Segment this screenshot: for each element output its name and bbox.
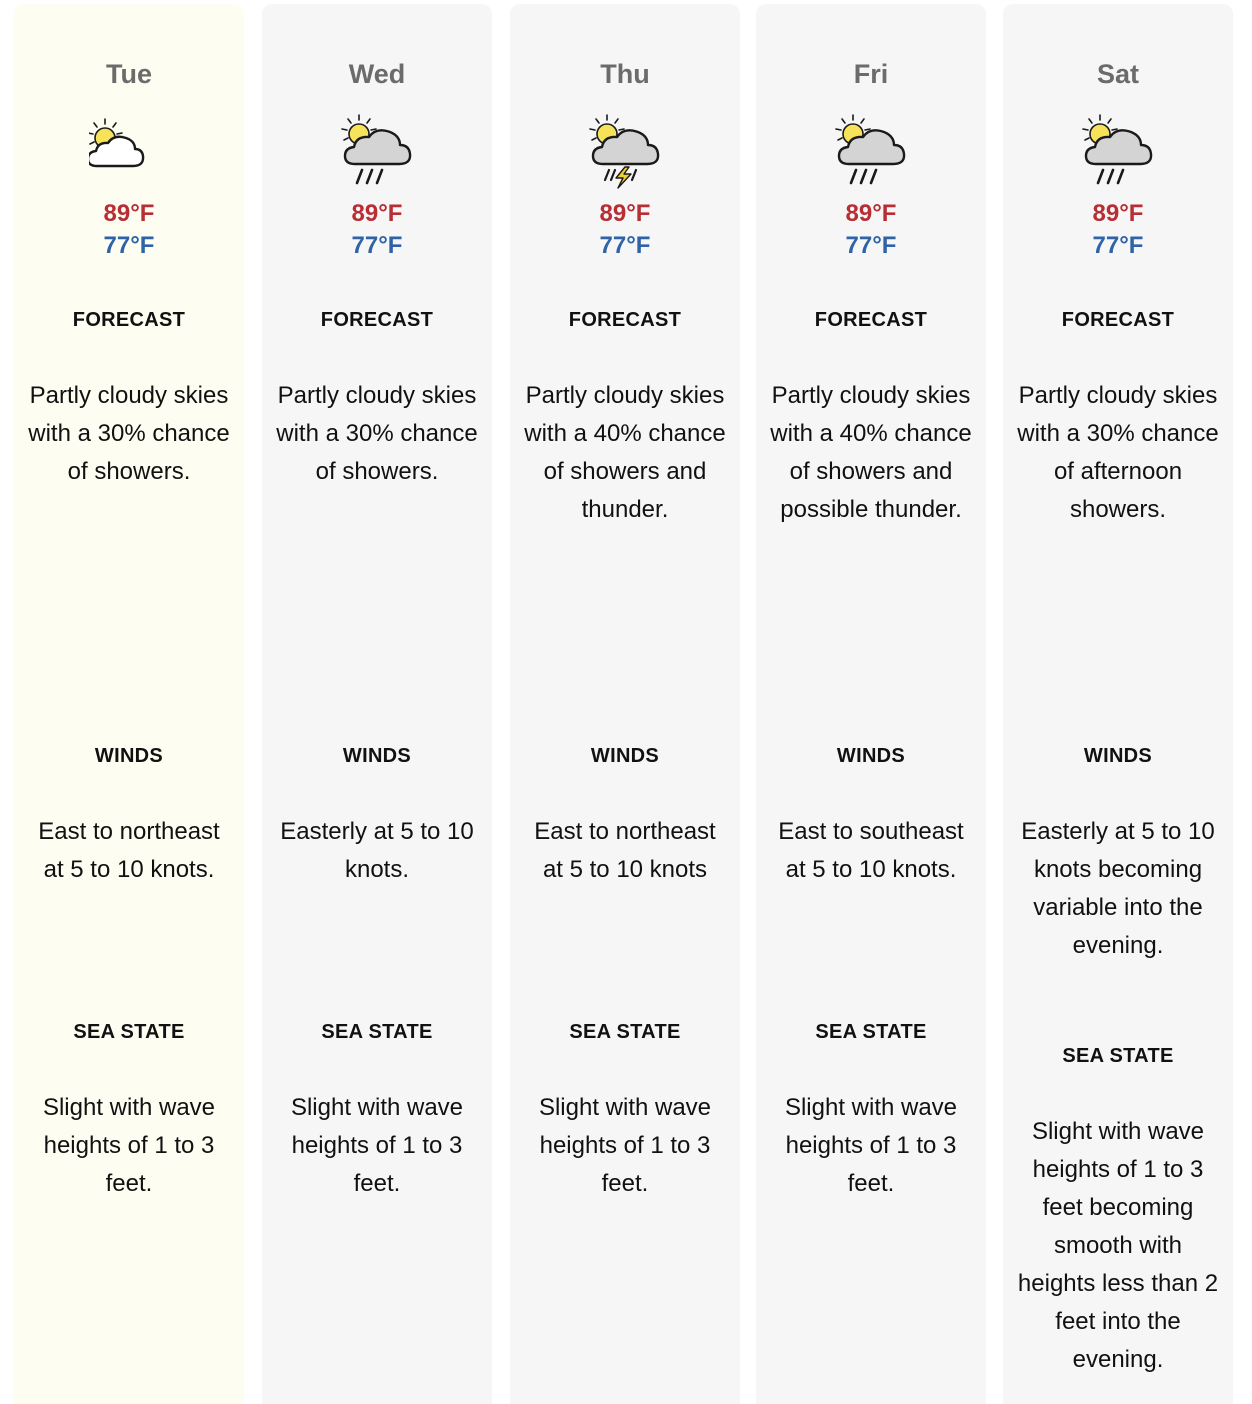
day-card-sat: [1003, 4, 1233, 1404]
day-card-wed: [262, 4, 492, 1404]
winds-heading: WINDS: [590, 745, 660, 767]
sea-state-heading: SEA STATE: [569, 1021, 681, 1043]
forecast-text: Partly cloudy skies with a 30% chance of showers.: [28, 382, 230, 485]
high-temperature: 89°F: [845, 200, 897, 227]
day-name: Sat: [1096, 59, 1140, 89]
high-temperature: 89°F: [1092, 200, 1144, 227]
forecast-text: Partly cloudy skies with a 40% chance of showers and thunder.: [524, 382, 726, 523]
forecast-text: Partly cloudy skies with a 30% chance of showers.: [276, 382, 478, 485]
day-name: Tue: [106, 59, 152, 89]
partly-cloudy-showers-icon: [831, 110, 911, 190]
high-temperature: 89°F: [351, 200, 403, 227]
forecast-heading: FORECAST: [72, 309, 186, 331]
sea-state-heading: SEA STATE: [815, 1021, 927, 1043]
winds-text: East to northeast at 5 to 10 knots: [534, 818, 716, 883]
sea-state-text: Slight with wave heights of 1 to 3 feet.: [538, 1094, 712, 1197]
forecast-heading: FORECAST: [568, 309, 682, 331]
day-card-tue: [14, 4, 244, 1404]
partly-cloudy-showers-icon: [1078, 110, 1158, 190]
low-temperature: 77°F: [351, 232, 403, 259]
forecast-heading: FORECAST: [1061, 309, 1175, 331]
sea-state-heading: SEA STATE: [73, 1021, 185, 1043]
day-card-thu: [510, 4, 740, 1404]
winds-text: East to southeast at 5 to 10 knots.: [778, 818, 964, 883]
winds-heading: WINDS: [836, 745, 906, 767]
winds-text: Easterly at 5 to 10 knots.: [280, 818, 474, 883]
forecast-text: Partly cloudy skies with a 30% chance of afternoon showers.: [1017, 382, 1219, 523]
high-temperature: 89°F: [103, 200, 155, 227]
low-temperature: 77°F: [103, 232, 155, 259]
winds-heading: WINDS: [1083, 745, 1153, 767]
sea-state-heading: SEA STATE: [1062, 1045, 1174, 1067]
forecast-text: Partly cloudy skies with a 40% chance of showers and possible thunder.: [770, 382, 972, 523]
day-card-fri: [756, 4, 986, 1404]
winds-heading: WINDS: [342, 745, 412, 767]
partly-cloudy-icon: [89, 110, 169, 190]
sea-state-text: Slight with wave heights of 1 to 3 feet.: [42, 1094, 216, 1197]
partly-cloudy-thunderstorm-icon: [585, 110, 665, 190]
sea-state-text: Slight with wave heights of 1 to 3 feet.: [290, 1094, 464, 1197]
sea-state-text: Slight with wave heights of 1 to 3 feet.: [784, 1094, 958, 1197]
sea-state-text: Slight with wave heights of 1 to 3 feet becoming smooth with heights less than 2 feet into the evening.: [1017, 1118, 1219, 1373]
winds-text: East to northeast at 5 to 10 knots.: [38, 818, 220, 883]
low-temperature: 77°F: [845, 232, 897, 259]
sea-state-heading: SEA STATE: [321, 1021, 433, 1043]
partly-cloudy-showers-icon: [337, 110, 417, 190]
low-temperature: 77°F: [1092, 232, 1144, 259]
day-name: Fri: [853, 59, 889, 89]
winds-heading: WINDS: [94, 745, 164, 767]
day-name: Wed: [348, 59, 406, 89]
winds-text: Easterly at 5 to 10 knots becoming variable into the evening.: [1021, 818, 1215, 959]
forecast-heading: FORECAST: [814, 309, 928, 331]
forecast-heading: FORECAST: [320, 309, 434, 331]
day-name: Thu: [600, 59, 650, 89]
low-temperature: 77°F: [599, 232, 651, 259]
high-temperature: 89°F: [599, 200, 651, 227]
